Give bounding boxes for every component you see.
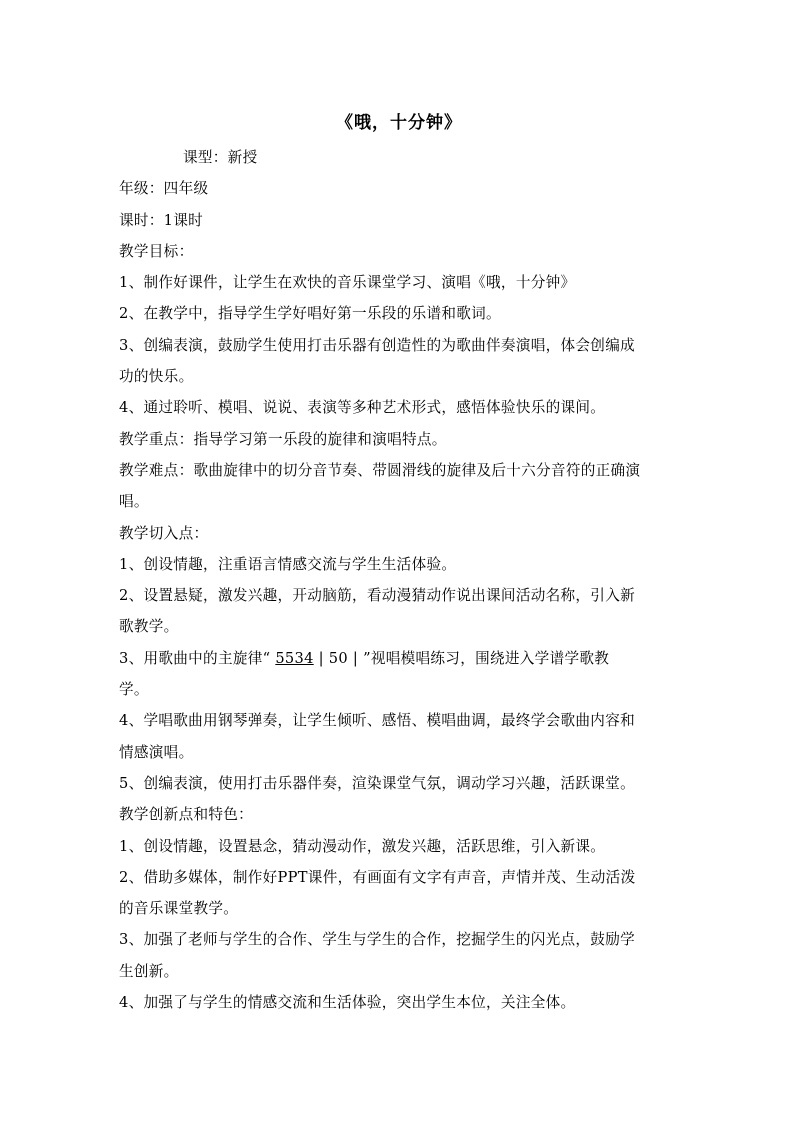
entry-heading: 教学切入点： [119, 524, 209, 542]
goals-heading: 教学目标： [119, 242, 194, 260]
class-hours: 课时：1课时 [119, 211, 204, 229]
innovation-item-2-cont: 的音乐课堂教学。 [119, 900, 239, 918]
innovation-item-4: 4、加强了与学生的情感交流和生活体验，突出学生本位，关注全体。 [119, 994, 576, 1012]
goal-item-2: 2、在教学中，指导学生学好唱好第一乐段的乐谱和歌词。 [119, 305, 501, 323]
entry-item-3-suffix: ”视唱模唱练习，围绕进入学谱学歌教 [363, 649, 610, 667]
course-type: 课型：新授 [183, 149, 258, 166]
entry-item-4-cont: 情感演唱。 [119, 743, 194, 761]
goal-item-3: 3、创编表演，鼓励学生使用打击乐器有创造性的为歌曲伴奏演唱，体会创编成 [119, 336, 635, 354]
grade: 年级：四年级 [119, 180, 209, 198]
goal-item-1: 1、制作好课件，让学生在欢快的音乐课堂学习、演唱《哦，十分钟》 [119, 274, 576, 292]
innovation-item-3: 3、加强了老师与学生的合作、学生与学生的合作，挖掘学生的闪光点，鼓励学 [119, 931, 635, 949]
entry-item-2-cont: 歌教学。 [119, 618, 179, 636]
melody-notes-b: | 50 | [318, 649, 359, 667]
entry-item-2: 2、设置悬疑，激发兴趣，开动脑筋，看动漫猜动作说出课间活动名称，引入新 [119, 587, 635, 605]
entry-item-4: 4、学唱歌曲用钢琴弹奏，让学生倾听、感悟、模唱曲调，最终学会歌曲内容和 [119, 712, 635, 730]
innovation-item-1: 1、创设情趣，设置悬念，猜动漫动作，激发兴趣，活跃思维，引入新课。 [119, 837, 606, 855]
key-point: 教学重点：指导学习第一乐段的旋律和演唱特点。 [119, 430, 447, 448]
document-body [119, 142, 679, 1018]
difficulty: 教学难点：歌曲旋律中的切分音节奏、带圆滑线的旋律及后十六分音符的正确演 [119, 461, 641, 479]
entry-item-5: 5、创编表演，使用打击乐器伴奏，渲染课堂气氛，调动学习兴趣，活跃课堂。 [119, 774, 635, 792]
innovation-heading: 教学创新点和特色： [119, 806, 254, 824]
entry-item-1: 1、创设情趣，注重语言情感交流与学生生活体验。 [119, 555, 457, 573]
document-title: 《哦，十分钟》 [336, 113, 462, 133]
entry-item-3 [119, 643, 679, 674]
goal-item-4: 4、通过聆听、模唱、说说、表演等多种艺术形式，感悟体验快乐的课间。 [119, 399, 606, 417]
goal-item-3-cont: 功的快乐。 [119, 368, 194, 386]
entry-item-3-prefix: 3、用歌曲中的主旋律“ [119, 649, 271, 667]
innovation-item-2: 2、借助多媒体，制作好PPT课件，有画面有文字有声音，声情并茂、生动活泼 [119, 868, 636, 886]
melody-notes-a: 5534 [275, 649, 314, 667]
innovation-item-3-cont: 生创新。 [119, 962, 179, 980]
difficulty-cont: 唱。 [119, 493, 149, 511]
entry-item-3-cont: 学。 [119, 681, 149, 699]
